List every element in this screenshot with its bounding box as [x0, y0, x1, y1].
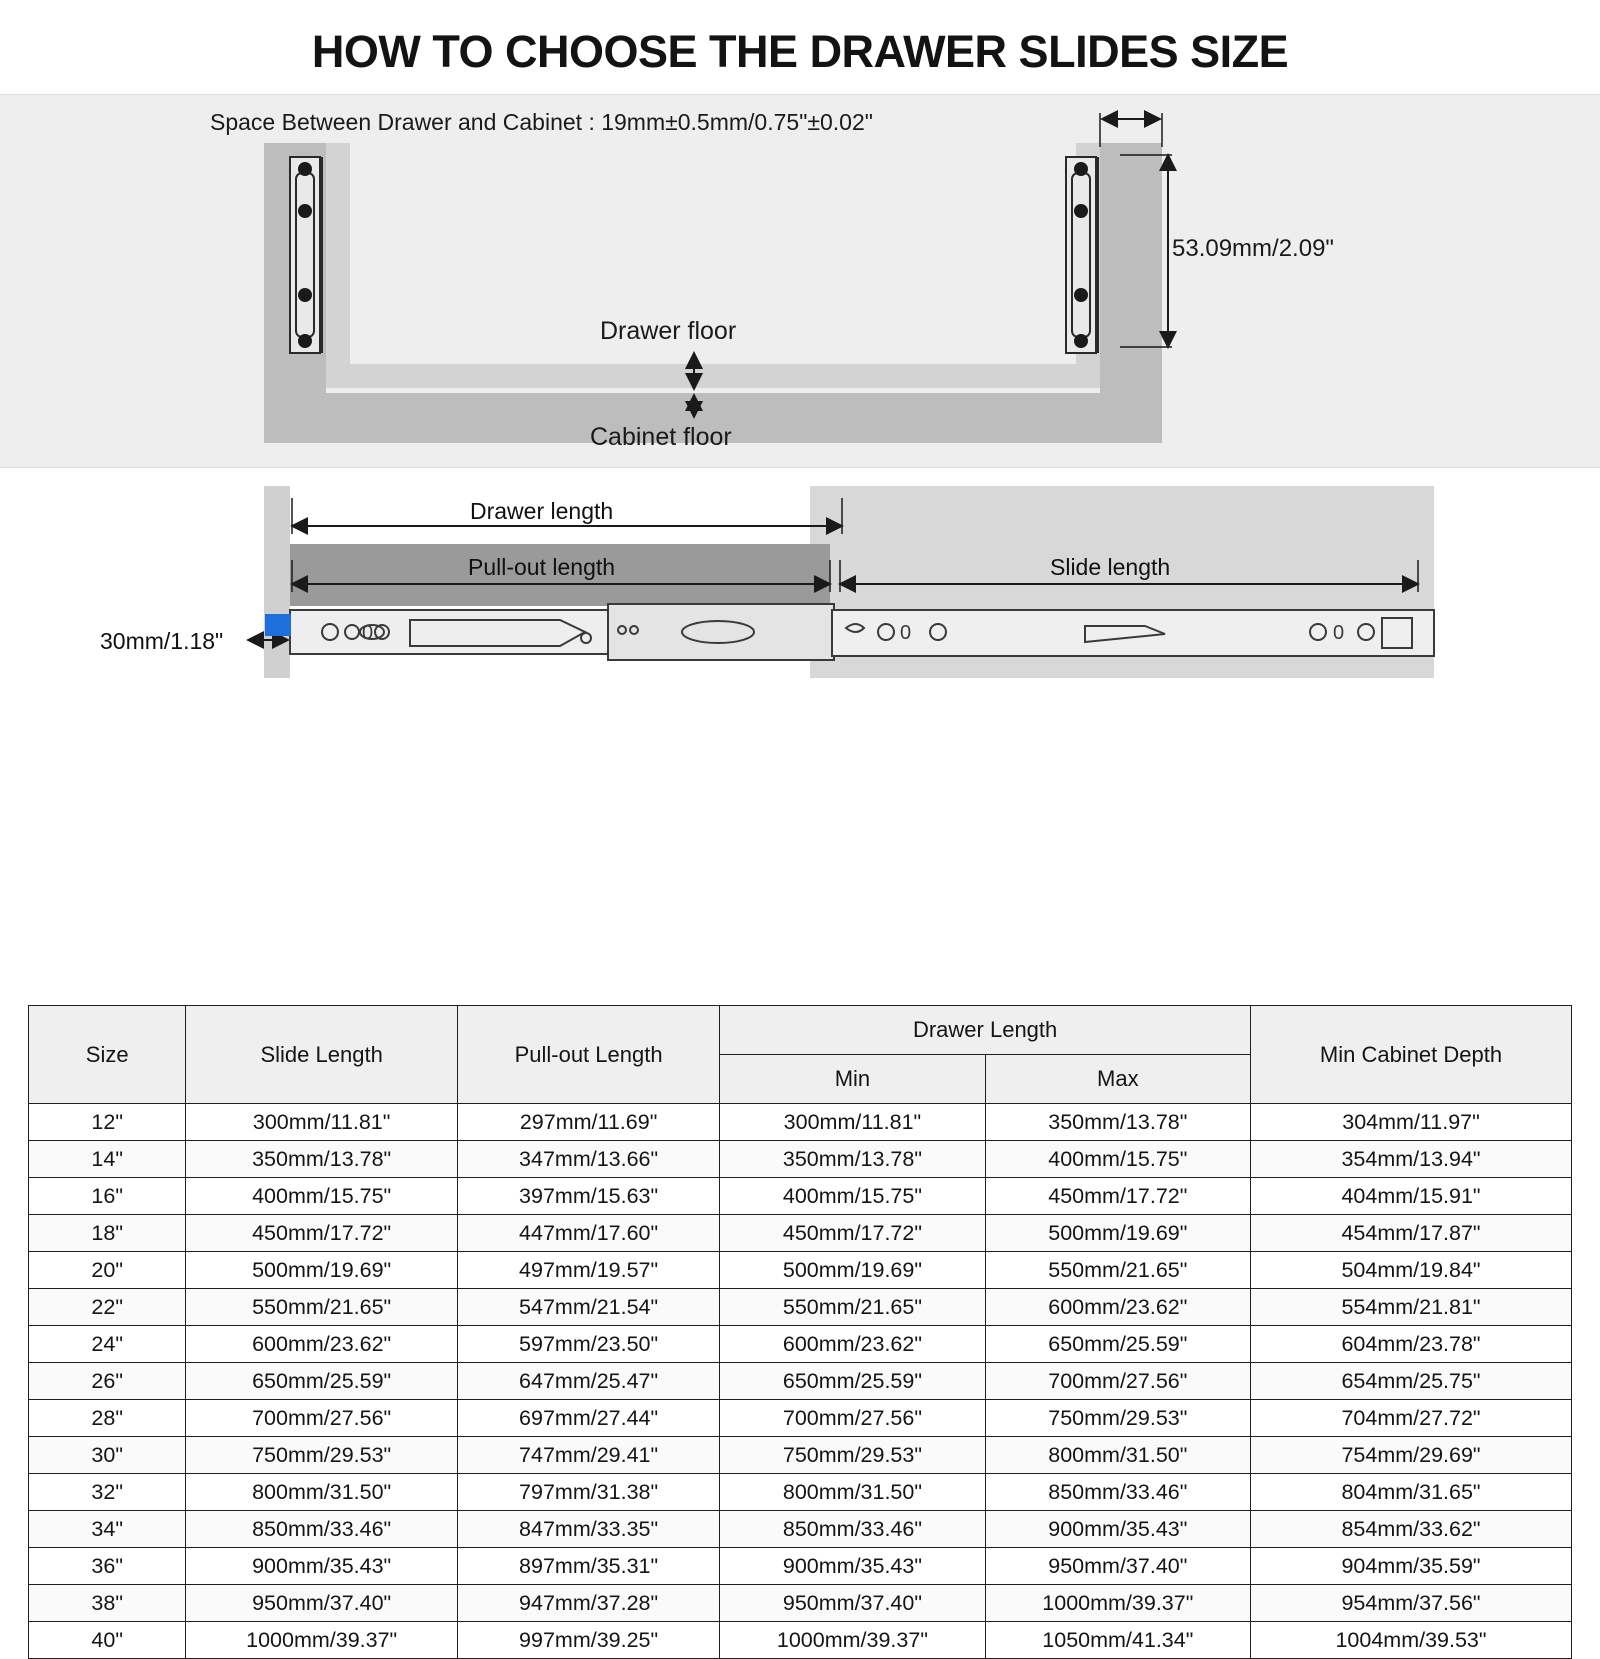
cell-min-cabinet-depth: 1004mm/39.53": [1251, 1622, 1572, 1659]
cell-drawer-max: 600mm/23.62": [985, 1289, 1250, 1326]
cell-pullout-length: 497mm/19.57": [457, 1252, 719, 1289]
table-row: [29, 1104, 1572, 1141]
header-drawer-min: Min: [720, 1055, 985, 1104]
cell-drawer-min: 500mm/19.69": [720, 1252, 985, 1289]
header-pullout-length: Pull-out Length: [457, 1006, 719, 1104]
slide-length-diagram: [0, 468, 1600, 718]
cabinet-cross-section-diagram: [0, 94, 1600, 468]
cell-drawer-min: 900mm/35.43": [720, 1548, 985, 1585]
cell-slide-length: 900mm/35.43": [186, 1548, 458, 1585]
cell-size: 34": [29, 1511, 186, 1548]
cell-drawer-max: 650mm/25.59": [985, 1326, 1250, 1363]
cell-drawer-min: 600mm/23.62": [720, 1326, 985, 1363]
cell-drawer-min: 950mm/37.40": [720, 1585, 985, 1622]
cell-slide-length: 950mm/37.40": [186, 1585, 458, 1622]
table-row: [29, 1252, 1572, 1289]
cell-slide-length: 700mm/27.56": [186, 1400, 458, 1437]
slide-length-label: Slide length: [1050, 554, 1171, 580]
cell-drawer-max: 1050mm/41.34": [985, 1622, 1250, 1659]
cell-drawer-min: 300mm/11.81": [720, 1104, 985, 1141]
cell-size: 20": [29, 1252, 186, 1289]
sizes-table-container: [28, 1005, 1572, 1659]
table-row: [29, 1585, 1572, 1622]
table-header-row-1: [29, 1006, 1572, 1055]
cell-pullout-length: 297mm/11.69": [457, 1104, 719, 1141]
dimension-lines-top: [0, 95, 1600, 467]
page-title: HOW TO CHOOSE THE DRAWER SLIDES SIZE: [311, 26, 1289, 77]
cell-drawer-max: 450mm/17.72": [985, 1178, 1250, 1215]
table-row: [29, 1548, 1572, 1585]
cell-size: 30": [29, 1437, 186, 1474]
cell-drawer-max: 400mm/15.75": [985, 1141, 1250, 1178]
cell-min-cabinet-depth: 904mm/35.59": [1251, 1548, 1572, 1585]
table-row: [29, 1215, 1572, 1252]
cell-size: 36": [29, 1548, 186, 1585]
cell-slide-length: 600mm/23.62": [186, 1326, 458, 1363]
table-row: [29, 1474, 1572, 1511]
slide-rail-art: [0, 468, 1600, 718]
cell-drawer-min: 850mm/33.46": [720, 1511, 985, 1548]
cell-slide-length: 650mm/25.59": [186, 1363, 458, 1400]
cell-size: 22": [29, 1289, 186, 1326]
table-row: [29, 1511, 1572, 1548]
table-row: [29, 1326, 1572, 1363]
cell-min-cabinet-depth: 804mm/31.65": [1251, 1474, 1572, 1511]
cell-pullout-length: 797mm/31.38": [457, 1474, 719, 1511]
cell-pullout-length: 397mm/15.63": [457, 1178, 719, 1215]
cell-slide-length: 750mm/29.53": [186, 1437, 458, 1474]
cell-min-cabinet-depth: 404mm/15.91": [1251, 1178, 1572, 1215]
offset-label: 30mm/1.18": [100, 628, 224, 654]
cell-size: 32": [29, 1474, 186, 1511]
drawer-length-label: Drawer length: [470, 498, 614, 524]
cell-pullout-length: 847mm/33.35": [457, 1511, 719, 1548]
cell-size: 40": [29, 1622, 186, 1659]
cell-pullout-length: 697mm/27.44": [457, 1400, 719, 1437]
cell-drawer-max: 850mm/33.46": [985, 1474, 1250, 1511]
cell-min-cabinet-depth: 304mm/11.97": [1251, 1104, 1572, 1141]
cell-drawer-min: 750mm/29.53": [720, 1437, 985, 1474]
cell-min-cabinet-depth: 854mm/33.62": [1251, 1511, 1572, 1548]
header-slide-length: Slide Length: [186, 1006, 458, 1104]
cell-size: 18": [29, 1215, 186, 1252]
cell-pullout-length: 447mm/17.60": [457, 1215, 719, 1252]
cell-size: 16": [29, 1178, 186, 1215]
cell-size: 28": [29, 1400, 186, 1437]
cell-drawer-min: 350mm/13.78": [720, 1141, 985, 1178]
cell-drawer-max: 800mm/31.50": [985, 1437, 1250, 1474]
header-size: Size: [29, 1006, 186, 1104]
cell-drawer-max: 900mm/35.43": [985, 1511, 1250, 1548]
cabinet-floor-label: Cabinet floor: [590, 423, 732, 451]
cell-min-cabinet-depth: 604mm/23.78": [1251, 1326, 1572, 1363]
table-row: [29, 1437, 1572, 1474]
cell-drawer-max: 550mm/21.65": [985, 1252, 1250, 1289]
cell-size: 38": [29, 1585, 186, 1622]
cell-min-cabinet-depth: 654mm/25.75": [1251, 1363, 1572, 1400]
cell-pullout-length: 747mm/29.41": [457, 1437, 719, 1474]
cell-size: 14": [29, 1141, 186, 1178]
cell-drawer-max: 950mm/37.40": [985, 1548, 1250, 1585]
cell-drawer-min: 1000mm/39.37": [720, 1622, 985, 1659]
cell-min-cabinet-depth: 954mm/37.56": [1251, 1585, 1572, 1622]
svg-text:0: 0: [1333, 622, 1345, 644]
drawer-floor-label: Drawer floor: [600, 317, 737, 345]
cell-size: 24": [29, 1326, 186, 1363]
table-row: [29, 1141, 1572, 1178]
header-drawer-length: Drawer Length: [720, 1006, 1251, 1055]
cell-size: 12": [29, 1104, 186, 1141]
table-row: [29, 1289, 1572, 1326]
cell-drawer-max: 350mm/13.78": [985, 1104, 1250, 1141]
cell-min-cabinet-depth: 354mm/13.94": [1251, 1141, 1572, 1178]
cell-slide-length: 500mm/19.69": [186, 1252, 458, 1289]
cell-pullout-length: 597mm/23.50": [457, 1326, 719, 1363]
cell-pullout-length: 947mm/37.28": [457, 1585, 719, 1622]
header-min-cabinet-depth: Min Cabinet Depth: [1251, 1006, 1572, 1104]
cell-drawer-min: 450mm/17.72": [720, 1215, 985, 1252]
cell-drawer-max: 700mm/27.56": [985, 1363, 1250, 1400]
cell-drawer-min: 650mm/25.59": [720, 1363, 985, 1400]
cell-pullout-length: 347mm/13.66": [457, 1141, 719, 1178]
pullout-length-label: Pull-out length: [468, 554, 616, 580]
cell-slide-length: 450mm/17.72": [186, 1215, 458, 1252]
cell-slide-length: 800mm/31.50": [186, 1474, 458, 1511]
cell-drawer-min: 700mm/27.56": [720, 1400, 985, 1437]
cell-min-cabinet-depth: 454mm/17.87": [1251, 1215, 1572, 1252]
cell-slide-length: 300mm/11.81": [186, 1104, 458, 1141]
table-row: [29, 1622, 1572, 1659]
cell-size: 26": [29, 1363, 186, 1400]
cell-slide-length: 550mm/21.65": [186, 1289, 458, 1326]
cell-min-cabinet-depth: 754mm/29.69": [1251, 1437, 1572, 1474]
cell-pullout-length: 997mm/39.25": [457, 1622, 719, 1659]
cell-drawer-max: 500mm/19.69": [985, 1215, 1250, 1252]
slide-height-label: 53.09mm/2.09": [1172, 235, 1334, 262]
header-drawer-max: Max: [985, 1055, 1250, 1104]
cell-drawer-min: 400mm/15.75": [720, 1178, 985, 1215]
cell-min-cabinet-depth: 554mm/21.81": [1251, 1289, 1572, 1326]
svg-text:0: 0: [362, 622, 374, 644]
cell-drawer-min: 550mm/21.65": [720, 1289, 985, 1326]
cell-slide-length: 350mm/13.78": [186, 1141, 458, 1178]
cell-drawer-max: 750mm/29.53": [985, 1400, 1250, 1437]
cell-drawer-min: 800mm/31.50": [720, 1474, 985, 1511]
cell-slide-length: 1000mm/39.37": [186, 1622, 458, 1659]
cell-slide-length: 400mm/15.75": [186, 1178, 458, 1215]
table-row: [29, 1400, 1572, 1437]
cell-min-cabinet-depth: 704mm/27.72": [1251, 1400, 1572, 1437]
drawer-slide-sizes-table: [28, 1005, 1572, 1659]
cell-pullout-length: 647mm/25.47": [457, 1363, 719, 1400]
svg-text:0: 0: [900, 622, 912, 644]
cell-drawer-max: 1000mm/39.37": [985, 1585, 1250, 1622]
cell-pullout-length: 547mm/21.54": [457, 1289, 719, 1326]
cell-slide-length: 850mm/33.46": [186, 1511, 458, 1548]
space-between-note: Space Between Drawer and Cabinet : 19mm±0.5mm/0.75"±0.02": [210, 109, 873, 135]
cell-min-cabinet-depth: 504mm/19.84": [1251, 1252, 1572, 1289]
table-row: [29, 1363, 1572, 1400]
cell-pullout-length: 897mm/35.31": [457, 1548, 719, 1585]
table-row: [29, 1178, 1572, 1215]
